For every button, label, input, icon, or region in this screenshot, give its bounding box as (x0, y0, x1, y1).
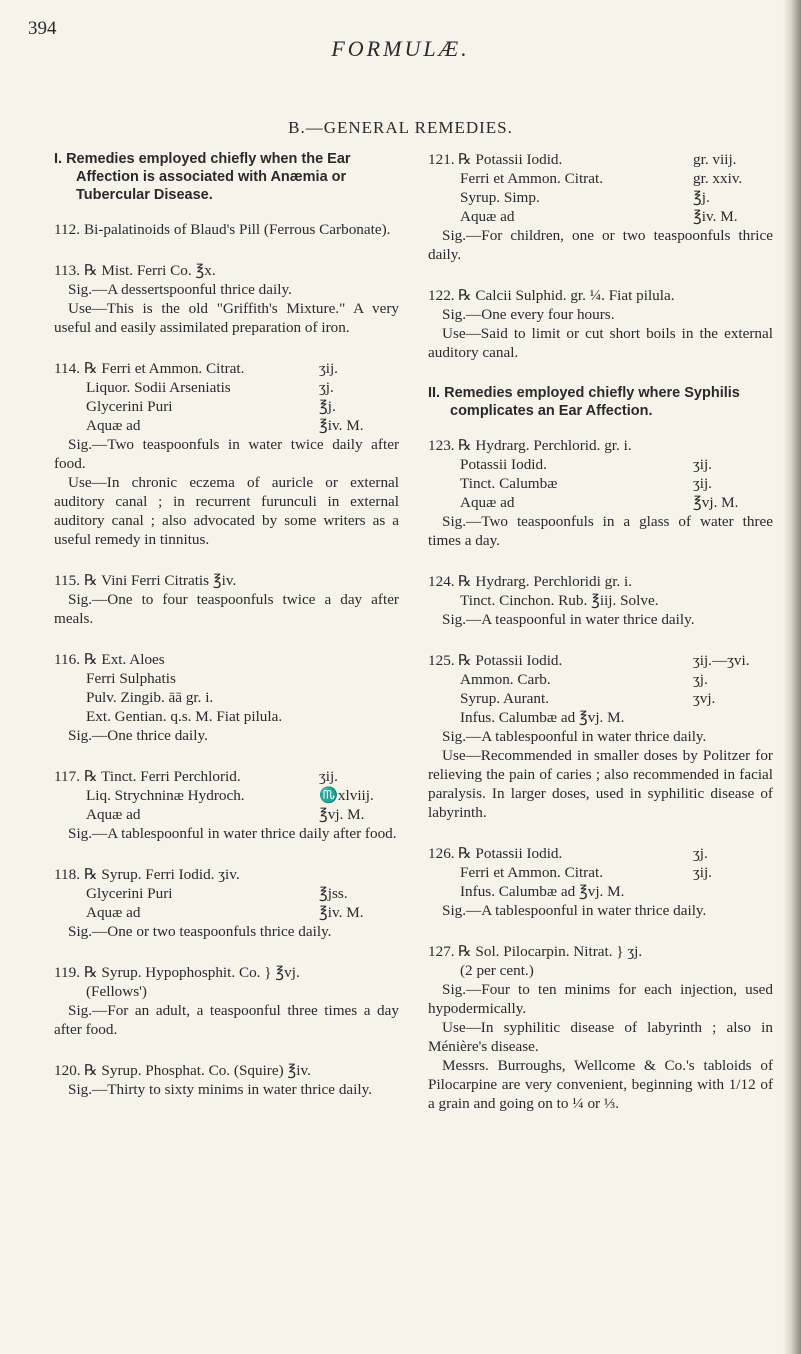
ingredient-name: Ext. Gentian. q.s. M. Fiat pilula. (86, 708, 283, 725)
ingredient-name: Liq. Strychninæ Hydroch. (86, 787, 245, 804)
ingredient-name: Syrup. Simp. (460, 189, 540, 206)
formula-prescription: ℞ Sol. Pilocarpin. Nitrat. } ʒj. (458, 943, 643, 960)
formula-dose: ʒj. (693, 845, 708, 862)
formula-line (54, 571, 399, 590)
formula-line (54, 963, 399, 982)
formula-entry (428, 286, 773, 362)
formula-entry (54, 963, 399, 1039)
directions-text: Sig.—One to four teaspoonfuls twice a day after meals. (54, 591, 399, 627)
ingredient-name: Pulv. Zingib. āā gr. i. (86, 689, 214, 706)
formula-prescription: ℞ Potassii Iodid. (458, 151, 563, 168)
ingredient-line (54, 884, 399, 903)
directions-text: Use—In syphilitic disease of labyrinth ; also in Ménière's disease. (428, 1019, 773, 1055)
formula-prescription: ℞ Ext. Aloes (84, 651, 165, 668)
ingredient-line (428, 207, 773, 226)
ingredient-name: (Fellows') (86, 983, 147, 1000)
ingredient-name: Liquor. Sodii Arseniatis (86, 379, 231, 396)
ingredient-name: Aquæ ad (86, 417, 141, 434)
ingredient-dose: ℥iv. M. (319, 417, 364, 434)
formula-line (428, 844, 773, 863)
formula-entry (54, 359, 399, 549)
ingredient-line (54, 669, 399, 688)
directions-text: Sig.—A tablespoonful in water thrice daily after food. (68, 825, 397, 842)
formula-line (428, 942, 773, 961)
formula-line (54, 220, 399, 239)
formula-dose: ʒij. (319, 768, 338, 785)
directions-text: Messrs. Burroughs, Wellcome & Co.'s tabloids of Pilocarpine are very convenient, beginning with 1/12 of a grain and going on to ¼ or ⅓. (428, 1057, 773, 1112)
ingredient-name: Glycerini Puri (86, 398, 173, 415)
ingredient-dose: ℥j. (693, 189, 710, 206)
ingredient-dose: ʒij. (693, 475, 712, 492)
ingredient-name: Syrup. Aurant. (460, 690, 550, 707)
ingredient-dose: ʒvj. (693, 690, 716, 707)
ingredient-line (428, 455, 773, 474)
formula-prescription: ℞ Calcii Sulphid. gr. ¼. Fiat pilula. (458, 287, 675, 304)
formula-line (428, 436, 773, 455)
ingredient-line (428, 474, 773, 493)
formula-number: 112. (54, 221, 81, 238)
formula-dose: gr. viij. (693, 151, 737, 168)
ingredient-dose: ℥iv. M. (693, 208, 738, 225)
page-edge-shadow (783, 0, 801, 1354)
formula-prescription: ℞ Hydrarg. Perchlorid. gr. i. (458, 437, 632, 454)
ingredient-line (428, 169, 773, 188)
formula-prescription: ℞ Hydrarg. Perchloridi gr. i. (458, 573, 633, 590)
formula-line (428, 286, 773, 305)
ingredient-dose: ʒij. (693, 864, 712, 881)
formula-line (54, 359, 399, 378)
formula-number: 122. (428, 287, 455, 304)
formula-line (54, 1061, 399, 1080)
formula-prescription: ℞ Vini Ferri Citratis ℥iv. (84, 572, 237, 589)
right-column (428, 150, 773, 1135)
ingredient-dose (319, 669, 399, 688)
ingredient-name: Potassii Iodid. (460, 456, 547, 473)
directions-text: Sig.—Two teaspoonfuls in a glass of water three times a day. (428, 513, 773, 549)
formula-entry (54, 571, 399, 628)
formula-line (428, 651, 773, 670)
ingredient-name: Ferri et Ammon. Citrat. (460, 170, 603, 187)
right-heading: II. Remedies employed chiefly where Syphilis complicates an Ear Affection. (428, 385, 740, 419)
ingredient-line (54, 982, 399, 1001)
formula-prescription: ℞ Potassii Iodid. (458, 652, 563, 669)
formula-line (428, 572, 773, 591)
formula-number: 118. (54, 866, 81, 883)
ingredient-dose (693, 708, 773, 727)
ingredient-dose: ℥vj. M. (319, 806, 365, 823)
ingredient-dose: ʒj. (693, 671, 708, 688)
directions-text: Sig.—A tablespoonful in water thrice daily. (442, 902, 707, 919)
right-entries-b (428, 436, 773, 1113)
directions-text: Use—Said to limit or cut short boils in the external auditory canal. (428, 325, 773, 361)
ingredient-line (428, 882, 773, 901)
running-head: FORMULÆ. (331, 36, 470, 61)
formula-prescription: ℞ Syrup. Phosphat. Co. (Squire) ℥iv. (84, 1062, 311, 1079)
formula-entry (428, 844, 773, 920)
ingredient-name: Tinct. Cinchon. Rub. ℥iij. Solve. (460, 592, 659, 609)
formula-prescription: ℞ Ferri et Ammon. Citrat. (84, 360, 245, 377)
section-title: B.—GENERAL REMEDIES. (288, 118, 513, 137)
ingredient-line (54, 707, 399, 726)
ingredient-dose: ℥vj. M. (693, 494, 739, 511)
formula-line (54, 865, 399, 884)
ingredient-name: Ammon. Carb. (460, 671, 551, 688)
formula-entry (428, 436, 773, 550)
formula-number: 117. (54, 768, 81, 785)
formula-number: 113. (54, 262, 81, 279)
formula-number: 116. (54, 651, 81, 668)
ingredient-line (428, 188, 773, 207)
directions-text: Sig.—One or two teaspoonfuls thrice daily. (68, 923, 332, 940)
ingredient-line (428, 961, 773, 980)
formula-line (54, 650, 399, 669)
ingredient-line (428, 708, 773, 727)
ingredient-dose (693, 591, 773, 610)
left-heading: I. Remedies employed chiefly when the Ear Affection is associated with Anæmia or Tubercular Disease. (54, 151, 351, 203)
ingredient-name: Ferri Sulphatis (86, 670, 176, 687)
directions-text: Sig.—Two teaspoonfuls in water twice daily after food. (54, 436, 399, 472)
directions-text: Sig.—One every four hours. (442, 306, 615, 323)
formula-number: 114. (54, 360, 81, 377)
directions-text: Use—Recommended in smaller doses by Politzer for relieving the pain of caries ; also recommended in facial paralysis. In larger doses, used in syphilitic disease of labyrinth. (428, 747, 773, 821)
formula-prescription: ℞ Syrup. Hypophosphit. Co. } ℥vj. (84, 964, 300, 981)
formula-prescription: ℞ Tinct. Ferri Perchlorid. (84, 768, 241, 785)
ingredient-name: Infus. Calumbæ ad ℥vj. M. (460, 883, 625, 900)
formula-prescription: ℞ Mist. Ferri Co. ℥x. (84, 262, 216, 279)
ingredient-line (54, 416, 399, 435)
ingredient-line (428, 689, 773, 708)
formula-entry (428, 942, 773, 1113)
formula-entry (54, 767, 399, 843)
directions-text: Sig.—A teaspoonful in water thrice daily. (442, 611, 695, 628)
formula-number: 119. (54, 964, 81, 981)
formula-number: 125. (428, 652, 455, 669)
formula-dose: ʒij. (319, 360, 338, 377)
formula-prescription: ℞ Syrup. Ferri Iodid. ʒiv. (84, 866, 240, 883)
ingredient-name: Aquæ ad (460, 208, 515, 225)
formula-number: 120. (54, 1062, 81, 1079)
formula-dose: ʒij.—ʒvi. (693, 652, 750, 669)
formula-number: 126. (428, 845, 455, 862)
ingredient-dose (319, 982, 399, 1001)
page-number: 394 (28, 18, 57, 39)
directions-text: Sig.—For an adult, a teaspoonful three times a day after food. (54, 1002, 399, 1038)
ingredient-line (428, 591, 773, 610)
ingredient-name: Tinct. Calumbæ (460, 475, 558, 492)
ingredient-dose: gr. xxiv. (693, 170, 743, 187)
formula-entry (54, 1061, 399, 1099)
ingredient-line (428, 863, 773, 882)
ingredient-name: (2 per cent.) (460, 962, 534, 979)
ingredient-name: Glycerini Puri (86, 885, 173, 902)
ingredient-dose: ℥j. (319, 398, 336, 415)
directions-text: Use—This is the old "Griffith's Mixture." A very useful and easily assimilated preparation of iron. (54, 300, 399, 336)
formula-number: 127. (428, 943, 455, 960)
ingredient-line (54, 688, 399, 707)
formula-entry (54, 261, 399, 337)
ingredient-line (54, 786, 399, 805)
ingredient-dose (319, 688, 399, 707)
ingredient-dose: ℥iv. M. (319, 904, 364, 921)
ingredient-line (428, 493, 773, 512)
formula-entry (54, 865, 399, 941)
formula-entry (428, 651, 773, 822)
formula-number: 123. (428, 437, 455, 454)
directions-text: Sig.—Thirty to sixty minims in water thrice daily. (68, 1081, 372, 1098)
directions-text: Sig.—One thrice daily. (68, 727, 208, 744)
left-column (54, 150, 399, 1121)
ingredient-dose (693, 882, 773, 901)
ingredient-name: Aquæ ad (86, 904, 141, 921)
formula-number: 115. (54, 572, 81, 589)
formula-entry (428, 150, 773, 264)
ingredient-name: Aquæ ad (86, 806, 141, 823)
ingredient-line (54, 378, 399, 397)
left-entries (54, 220, 399, 1099)
ingredient-dose: ʒj. (319, 379, 334, 396)
right-entries-a (428, 150, 773, 362)
ingredient-line (428, 670, 773, 689)
directions-text: Sig.—A dessertspoonful thrice daily. (68, 281, 292, 298)
formula-line (428, 150, 773, 169)
ingredient-dose: ♏xlviij. (319, 787, 374, 804)
formula-number: 121. (428, 151, 455, 168)
formula-line (54, 767, 399, 786)
directions-text: Sig.—Four to ten minims for each injection, used hypodermically. (428, 981, 773, 1017)
directions-text: Sig.—For children, one or two teaspoonfuls thrice daily. (428, 227, 773, 263)
directions-text: Use—In chronic eczema of auricle or external auditory canal ; in recurrent furunculi in external auditory canal ; also advocated by some writers as a useful remedy in tinnitus. (54, 474, 399, 548)
formula-entry (54, 220, 399, 239)
formula-prescription: ℞ Potassii Iodid. (458, 845, 563, 862)
ingredient-dose (693, 961, 773, 980)
ingredient-line (54, 903, 399, 922)
directions-text: Sig.—A tablespoonful in water thrice daily. (442, 728, 707, 745)
ingredient-name: Aquæ ad (460, 494, 515, 511)
ingredient-line (54, 805, 399, 824)
ingredient-dose (319, 707, 399, 726)
formula-line (54, 261, 399, 280)
ingredient-name: Ferri et Ammon. Citrat. (460, 864, 603, 881)
formula-number: 124. (428, 573, 455, 590)
ingredient-line (54, 397, 399, 416)
ingredient-dose: ʒij. (693, 456, 712, 473)
formula-entry (428, 572, 773, 629)
ingredient-dose: ℥jss. (319, 885, 348, 902)
formula-prescription: Bi-palatinoids of Blaud's Pill (Ferrous Carbonate). (84, 221, 391, 238)
formula-entry (54, 650, 399, 745)
ingredient-name: Infus. Calumbæ ad ℥vj. M. (460, 709, 625, 726)
